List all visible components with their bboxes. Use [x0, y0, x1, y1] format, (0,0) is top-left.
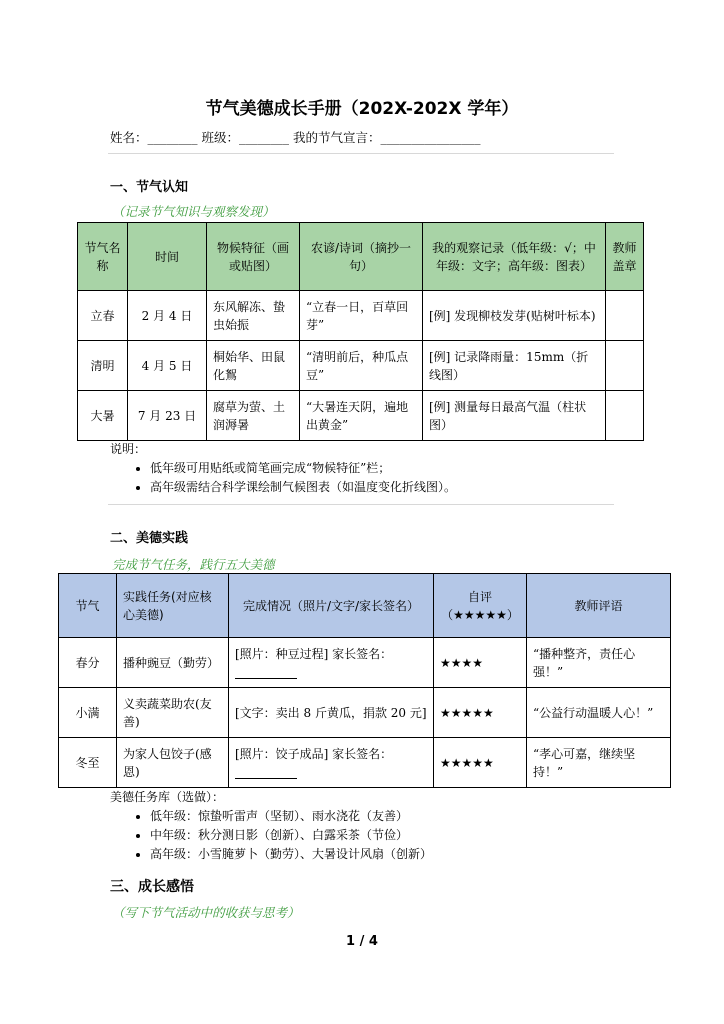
library-label: 美德任务库（选做）：: [110, 790, 225, 804]
cell-term: 春分: [59, 638, 117, 688]
cell-rating[interactable]: ★★★★: [434, 638, 527, 688]
cell-comment: “公益行动温暖人心！”: [527, 688, 671, 738]
phenology-table: [77, 222, 644, 441]
page-title: 节气美德成长手册（202X-202X 学年）: [205, 99, 519, 119]
table-row: [78, 391, 644, 441]
cell-term: 清明: [78, 341, 128, 391]
cell-completion[interactable]: [229, 638, 434, 688]
cell-completion[interactable]: [229, 738, 434, 788]
section3-heading: 三、成长感悟: [110, 879, 194, 895]
section3-subtitle: （写下节气活动中的收获与思考）: [112, 905, 300, 920]
signature-blank[interactable]: [235, 766, 297, 779]
cell-task: 为家人包饺子(感恩): [117, 738, 229, 788]
library-item: • 低年级：惊蛰听雷声（坚韧）、雨水浇花（友善）: [150, 807, 630, 826]
header-term: 节气: [59, 574, 117, 638]
note-item: • 高年级需结合科学课绘制气候图表（如温度变化折线图）。: [150, 478, 630, 497]
signature-blank[interactable]: [235, 666, 297, 679]
cell-date: 4 月 5 日: [128, 341, 207, 391]
virtue-task-library: [110, 788, 630, 864]
table-header-row: [78, 223, 644, 291]
cell-proverb: “立春一日，百草回芽”: [300, 291, 423, 341]
table-row: [78, 341, 644, 391]
cell-stamp[interactable]: [606, 291, 644, 341]
cell-term: 大暑: [78, 391, 128, 441]
cell-stamp[interactable]: [606, 341, 644, 391]
header-phenology: 物候特征（画或贴图）: [207, 223, 300, 291]
cell-comment: “孝心可嘉，继续坚持！”: [527, 738, 671, 788]
library-item: • 中年级：秋分测日影（创新）、白露采茶（节俭）: [150, 826, 630, 845]
table-header-row: [59, 574, 671, 638]
cell-observation[interactable]: [例] 测量每日最高气温（柱状图）: [423, 391, 606, 441]
divider: [108, 153, 614, 154]
section1-heading: 一、节气认知: [110, 180, 189, 195]
cell-phenology: 腐草为萤、土润溽暑: [207, 391, 300, 441]
note-item: • 低年级可用贴纸或简笔画完成“物候特征”栏；: [150, 459, 630, 478]
cell-term: 冬至: [59, 738, 117, 788]
library-item: • 高年级：小雪腌萝卜（勤劳）、大暑设计风扇（创新）: [150, 845, 630, 864]
cell-term: 小满: [59, 688, 117, 738]
virtue-practice-table: [58, 573, 671, 788]
divider: [108, 504, 614, 505]
section1-notes: [110, 440, 630, 497]
cell-proverb: “大暑连天阴，遍地出黄金”: [300, 391, 423, 441]
header-completion: 完成情况（照片/文字/家长签名）: [229, 574, 434, 638]
notes-label: 说明：: [110, 442, 147, 456]
cell-observation[interactable]: [例] 发现柳枝发芽(贴树叶标本): [423, 291, 606, 341]
header-teacher-comment: 教师评语: [527, 574, 671, 638]
header-date: 时间: [128, 223, 207, 291]
header-self-rating: 自评（★★★★★）: [434, 574, 527, 638]
table-row: [59, 688, 671, 738]
cell-completion[interactable]: [文字：卖出 8 斤黄瓜，捐款 20 元]: [229, 688, 434, 738]
header-observation: 我的观察记录（低年级：√；中年级：文字；高年级：图表）: [423, 223, 606, 291]
header-proverb: 农谚/诗词（摘抄一句）: [300, 223, 423, 291]
completion-text: [照片：种豆过程] 家长签名：: [235, 646, 393, 661]
cell-stamp[interactable]: [606, 391, 644, 441]
table-row: [78, 291, 644, 341]
cell-proverb: “清明前后，种瓜点豆”: [300, 341, 423, 391]
cell-phenology: 桐始华、田鼠化鴽: [207, 341, 300, 391]
cell-observation[interactable]: [例] 记录降雨量：15mm（折线图）: [423, 341, 606, 391]
page-number: 1 / 4: [346, 934, 378, 949]
table-row: [59, 638, 671, 688]
table-row: [59, 738, 671, 788]
cell-date: 2 月 4 日: [128, 291, 207, 341]
cell-task: 播种豌豆（勤劳）: [117, 638, 229, 688]
section1-subtitle: （记录节气知识与观察发现）: [112, 204, 275, 219]
student-info-line: 姓名：________ 班级：________ 我的节气宣言：________________: [110, 130, 481, 145]
completion-text: [照片：饺子成品] 家长签名：: [235, 746, 393, 761]
cell-comment: “播种整齐，责任心强！”: [527, 638, 671, 688]
cell-date: 7 月 23 日: [128, 391, 207, 441]
cell-task: 义卖蔬菜助农(友善): [117, 688, 229, 738]
header-task: 实践任务(对应核心美德): [117, 574, 229, 638]
section2-heading: 二、美德实践: [110, 531, 189, 546]
header-stamp: 教师盖章: [606, 223, 644, 291]
header-term: 节气名称: [78, 223, 128, 291]
cell-rating[interactable]: ★★★★★: [434, 688, 527, 738]
cell-phenology: 东风解冻、蛰虫始振: [207, 291, 300, 341]
cell-rating[interactable]: ★★★★★: [434, 738, 527, 788]
cell-term: 立春: [78, 291, 128, 341]
section2-subtitle: 完成节气任务，践行五大美德: [112, 557, 275, 572]
